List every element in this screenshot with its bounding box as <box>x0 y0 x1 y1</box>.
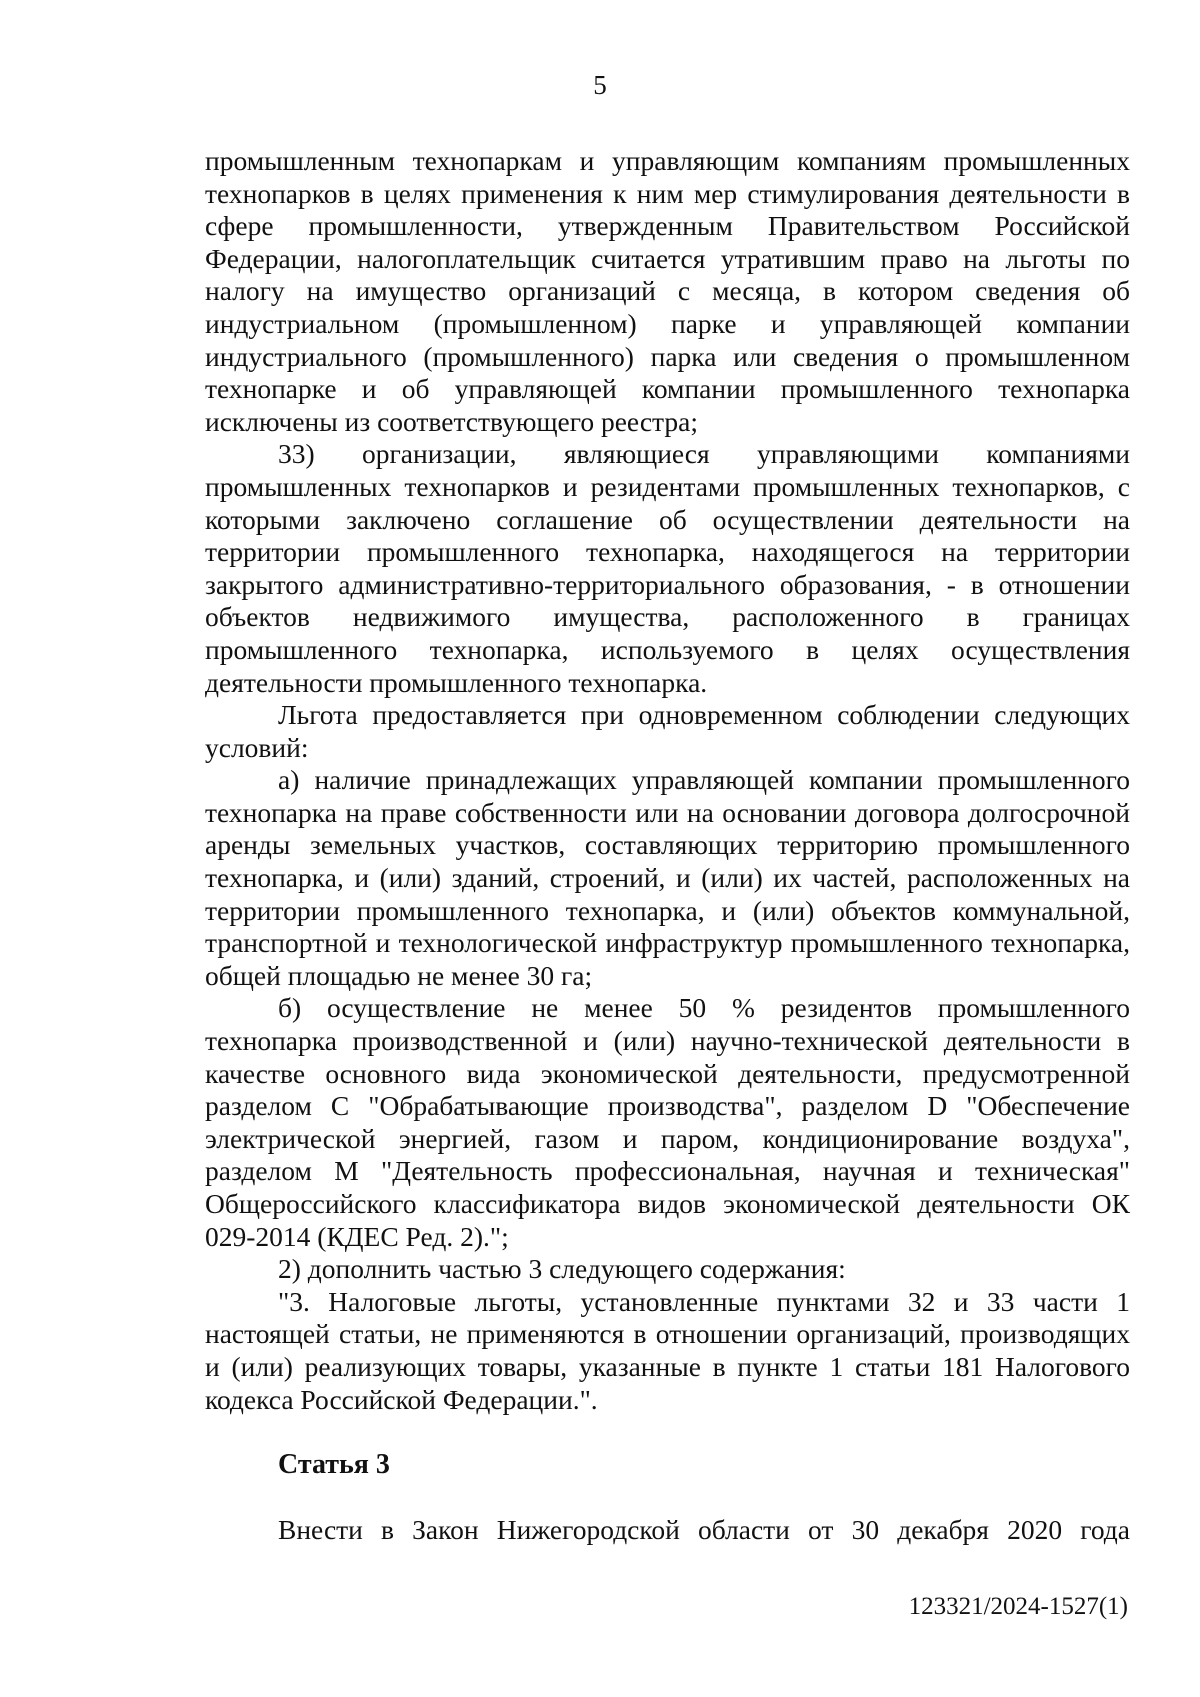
paragraph-item-33: 33) организации, являющиеся управляющими компаниями промышленных технопарков и резидентами промышленных технопарков, с которыми заключено соглашение об осуществлении деятельности на территории промышленного технопарка, находящегося на территории закрытого административно-территориального образования, - в отношении объектов недвижимого имущества, расположенного в границах промышленного технопарка, используемого в целях осуществления деятельности промышленного технопарка. <box>205 438 1130 698</box>
paragraph-conditions: Льгота предоставляется при одновременном соблюдении следующих условий: <box>205 699 1130 763</box>
document-body <box>205 145 1130 1547</box>
spacer <box>205 1482 1130 1514</box>
page-number: 5 <box>593 70 607 100</box>
paragraph-condition-b: б) осуществление не менее 50 % резидентов промышленного технопарка производственной и (или) научно-технической деятельности в качестве основного вида экономической деятельности, предусмотренной разделом C "Обрабатывающие производства", разделом D "Обеспечение электрической энергией, газом и паром, кондиционирование воздуха", разделом M "Деятельность профессиональная, научная и техническая" Общероссийского классификатора видов экономической деятельности ОК 029-2014 (КДЕС Ред. 2)."; <box>205 992 1130 1252</box>
spacer <box>205 1416 1130 1448</box>
paragraph-condition-a: а) наличие принадлежащих управляющей компании промышленного технопарка на праве собственности или на основании договора долгосрочной аренды земельных участков, составляющих территорию промышленного технопарка, и (или) зданий, строений, и (или) их частей, расположенных на территории промышленного технопарка, и (или) объектов коммунальной, транспортной и технологической инфраструктур промышленного технопарка, общей площадью не менее 30 га; <box>205 764 1130 991</box>
paragraph-continuation: промышленным технопаркам и управляющим компаниям промышленных технопарков в целях применения к ним мер стимулирования деятельности в сфере промышленности, утвержденным Правительством Российской Федерации, налогоплательщик считается утратившим право на льготы по налогу на имущество организаций с месяца, в котором сведения об индустриальном (промышленном) парке и управляющей компании индустриального (промышленного) парка или сведения о промышленном технопарке и об управляющей компании промышленного технопарка исключены из соответствующего реестра; <box>205 145 1130 437</box>
document-id: 123321/2024-1527(1) <box>908 1593 1128 1620</box>
paragraph-part-3: "3. Налоговые льготы, установленные пунктами 32 и 33 части 1 настоящей статьи, не применяются в отношении организаций, производящих и (или) реализующих товары, указанные в пункте 1 статьи 181 Налогового кодекса Российской Федерации.". <box>205 1285 1130 1415</box>
article-heading: Статья 3 <box>278 1449 390 1481</box>
paragraph-amendment-2: 2) дополнить частью 3 следующего содержания: <box>278 1253 846 1285</box>
article-text: Внести в Закон Нижегородской области от 30 декабря 2020 года <box>278 1514 1130 1546</box>
